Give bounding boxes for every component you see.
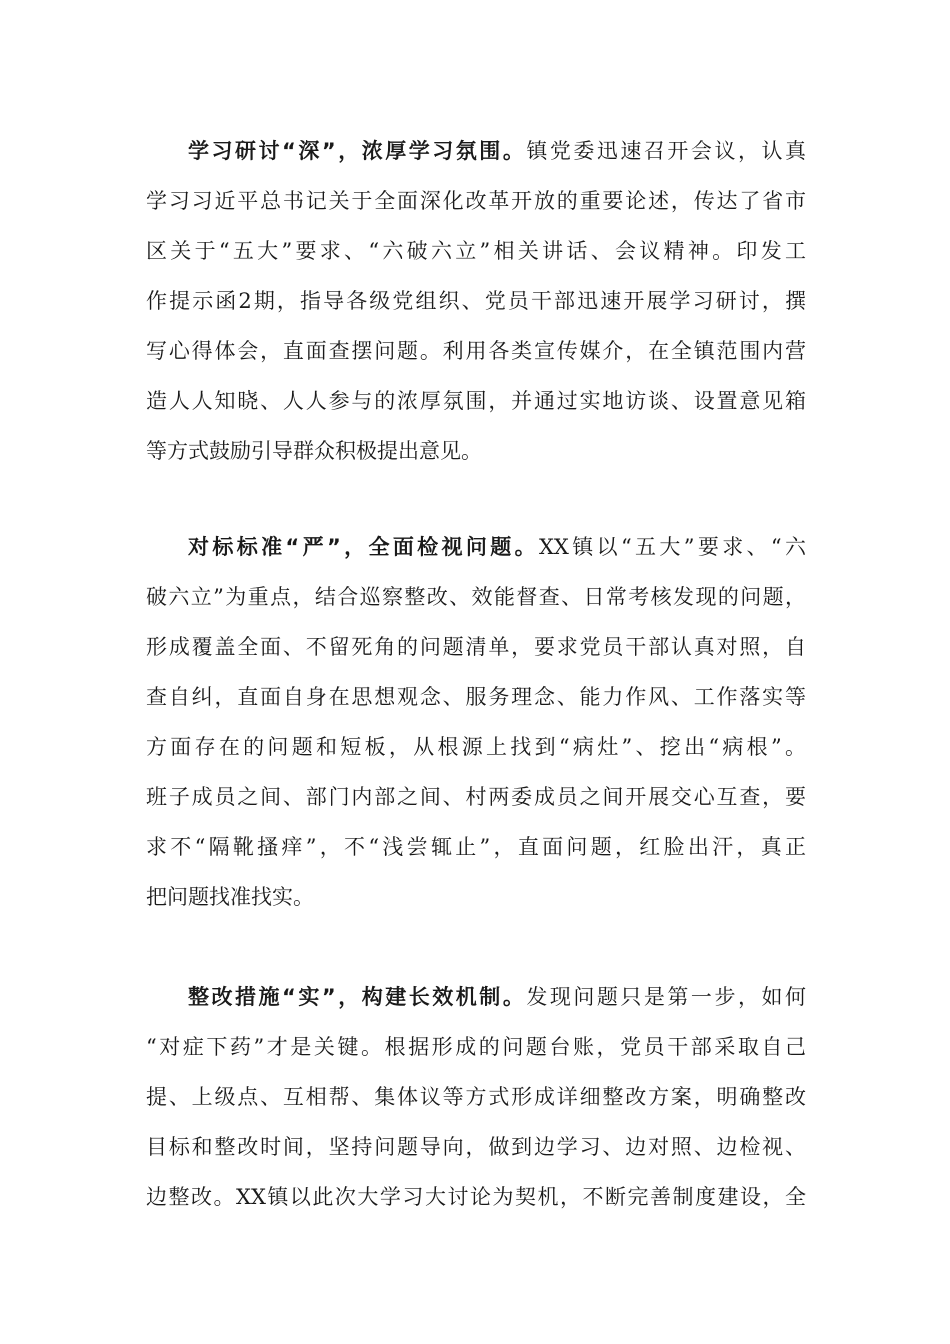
paragraph-line: 等方式鼓励引导群众积极提出意见。	[146, 439, 482, 463]
paragraph-line: 边整改。XX镇以此次大学习大讨论为契机，不断完善制度建设，全	[146, 1185, 806, 1209]
paragraph-first-line	[146, 126, 806, 176]
paragraph-line: 作提示函2期，指导各级党组织、党员干部迅速开展学习研讨，撰	[146, 289, 806, 313]
paragraph-heading: 对标标准“严”，全面检视问题。	[188, 535, 539, 559]
paragraph-line: “对症下药”才是关键。根据形成的问题台账，党员干部采取自己	[146, 1035, 806, 1059]
paragraph-line: 目标和整改时间，坚持问题导向，做到边学习、边对照、边检视、	[146, 1135, 806, 1159]
paragraph-line: 区关于“五大”要求、“六破六立”相关讲话、会议精神。印发工	[146, 239, 806, 263]
paragraph-line: 造人人知晓、人人参与的浓厚氛围，并通过实地访谈、设置意见箱	[146, 389, 806, 413]
paragraph-line: 提、上级点、互相帮、集体议等方式形成详细整改方案，明确整改	[146, 1085, 806, 1109]
paragraph-text: XX镇以“五大”要求、“六	[538, 535, 807, 559]
paragraph-line: 方面存在的问题和短板，从根源上找到“病灶”、挖出“病根”。	[146, 735, 806, 759]
paragraph-rectification-measures	[146, 972, 806, 1222]
paragraph-line: 求不“隔靴搔痒”，不“浅尝辄止”，直面问题，红脸出汗，真正	[146, 835, 806, 859]
paragraph-line: 破六立”为重点，结合巡察整改、效能督查、日常考核发现的问题，	[146, 585, 806, 609]
paragraph-heading: 整改措施“实”，构建长效机制。	[188, 985, 527, 1009]
paragraph-line: 班子成员之间、部门内部之间、村两委成员之间开展交心互查，要	[146, 785, 806, 809]
paragraph-first-line	[146, 522, 806, 572]
paragraph-heading: 学习研讨“深”，浓厚学习氛围。	[188, 139, 527, 163]
paragraph-text: 镇党委迅速召开会议，认真	[526, 139, 806, 163]
paragraph-line: 查自纠，直面自身在思想观念、服务理念、能力作风、工作落实等	[146, 685, 806, 709]
paragraph-line: 写心得体会，直面查摆问题。利用各类宣传媒介，在全镇范围内营	[146, 339, 806, 363]
paragraph-line: 形成覆盖全面、不留死角的问题清单，要求党员干部认真对照，自	[146, 635, 806, 659]
paragraph-standards-review	[146, 522, 806, 922]
paragraph-first-line	[146, 972, 806, 1022]
paragraph-line: 把问题找准找实。	[146, 885, 314, 909]
paragraph-line: 学习习近平总书记关于全面深化改革开放的重要论述，传达了省市	[146, 189, 806, 213]
paragraph-text: 发现问题只是第一步，如何	[526, 985, 806, 1009]
paragraph-study-discussion	[146, 126, 806, 476]
